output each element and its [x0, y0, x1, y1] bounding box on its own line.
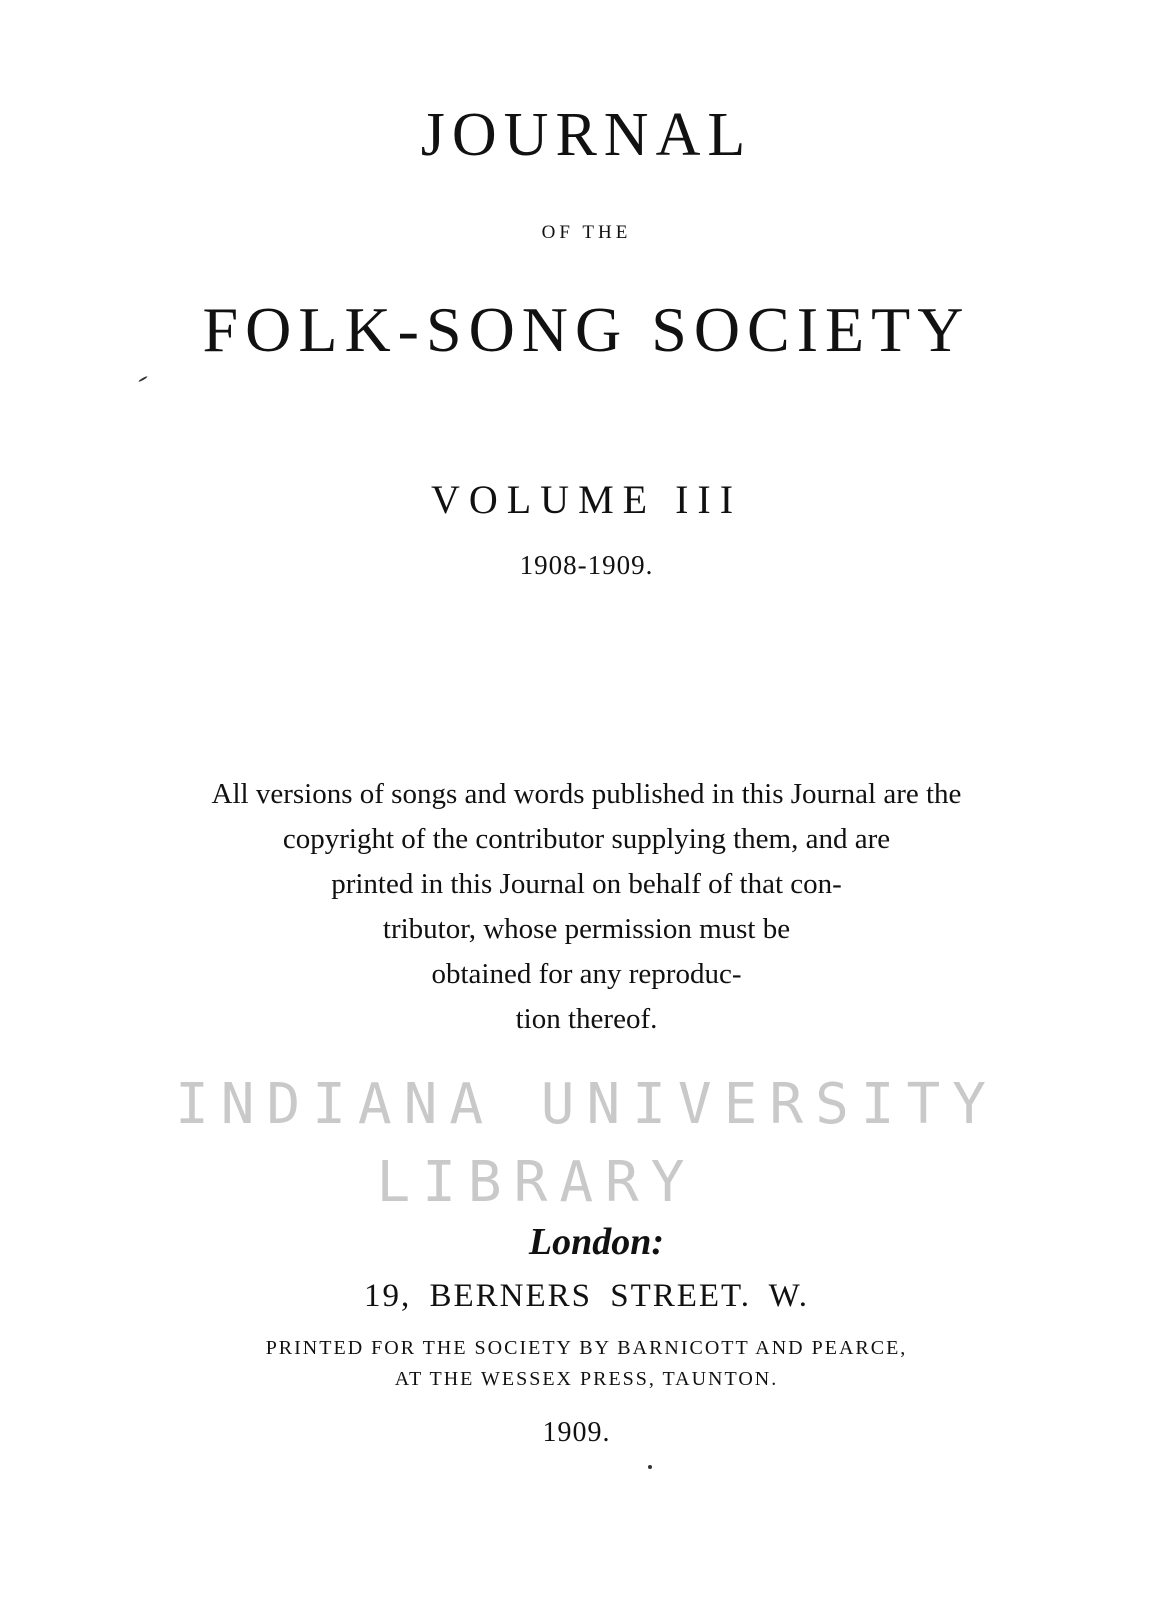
of-the-text: OF THE: [541, 222, 632, 243]
society-title: FOLK-SONG SOCIETY: [202, 294, 971, 365]
notice-line: tributor, whose permission must be: [382, 913, 791, 945]
journal-title: JOURNAL: [420, 101, 753, 169]
printer-line-1: PRINTED FOR THE SOCIETY BY BARNICOTT AND PEARCE,: [265, 1337, 908, 1359]
volume-label: VOLUME III: [430, 477, 743, 522]
library-stamp-line2: LIBRARY: [376, 1150, 697, 1215]
volume-years: 1908-1909.: [519, 550, 654, 580]
copyright-notice: [60, 772, 1113, 1042]
ink-speck: [138, 376, 148, 383]
notice-line: obtained for any reproduc-: [431, 958, 742, 990]
notice-line: All versions of songs and words published in this Journal are the: [211, 778, 962, 810]
imprint-city: London:: [528, 1221, 665, 1263]
printer-line-2: AT THE WESSEX PRESS, TAUNTON.: [394, 1368, 779, 1390]
publication-year: 1909.: [542, 1417, 611, 1448]
notice-line: tion thereof.: [515, 1003, 658, 1035]
notice-line: printed in this Journal on behalf of that con-: [331, 868, 842, 900]
library-stamp-line1: INDIANA UNIVERSITY: [175, 1072, 998, 1137]
imprint-address: 19, BERNERS STREET. W.: [363, 1278, 810, 1314]
ink-speck: [648, 1465, 652, 1469]
notice-line: copyright of the contributor supplying them, and are: [282, 823, 891, 855]
